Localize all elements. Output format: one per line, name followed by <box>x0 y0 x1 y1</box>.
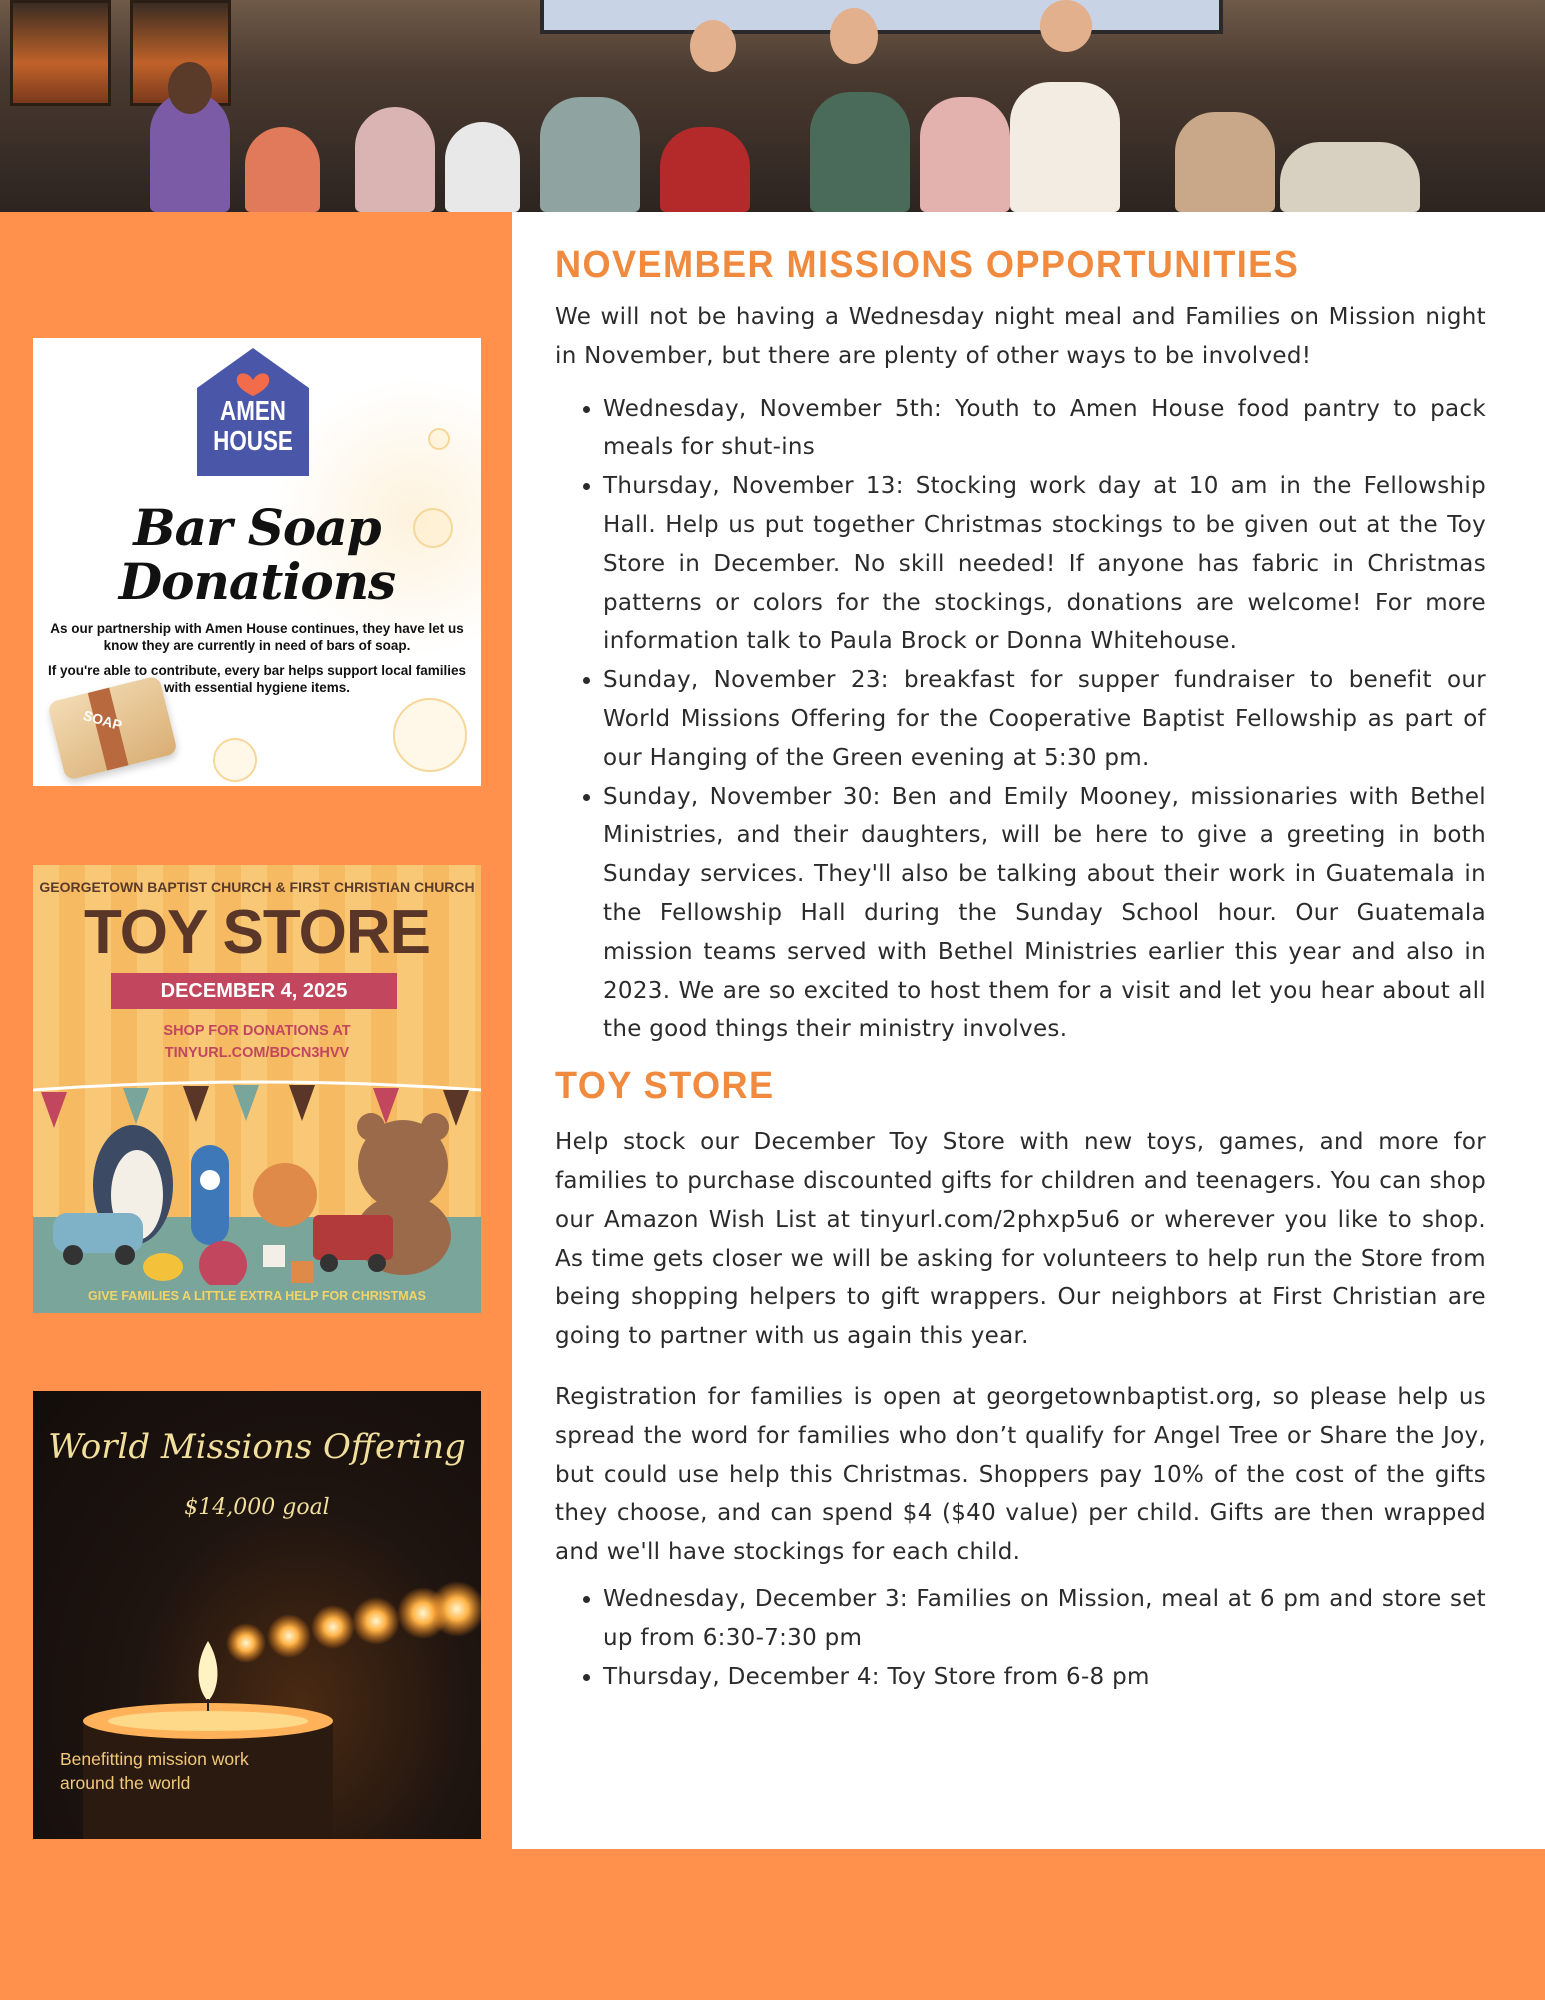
bubble <box>213 738 257 782</box>
projector-screen <box>540 0 1223 34</box>
choir-child <box>920 97 1010 212</box>
list-item: • Thursday, December 4: Toy Store from 6-8 pm <box>603 1658 1486 1697</box>
bubble <box>428 428 450 450</box>
flyer-shop-url: TINYURL.COM/BDCN3HVV <box>164 1045 350 1061</box>
choir-child <box>810 92 910 212</box>
rubber-duck-icon <box>143 1253 183 1281</box>
choir-child <box>245 127 320 212</box>
choir-child <box>1280 142 1420 212</box>
choir-child-head <box>690 20 736 72</box>
rocket-icon <box>191 1145 229 1245</box>
world-missions-offering-flyer <box>33 1391 481 1839</box>
flyer-body: As our partnership with Amen House continues, they have let us know they are currently in need of bars of soap. <box>50 621 464 653</box>
list-item: • Wednesday, December 3: Families on Mission, meal at 6 pm and store set up from 6:30-7:30 pm <box>603 1580 1486 1658</box>
choir-child <box>660 127 750 212</box>
toy-store-list <box>555 1580 1486 1696</box>
flyer-caption: around the world <box>60 1773 191 1793</box>
list-item: • Sunday, November 30: Ben and Emily Mooney, missionaries with Bethel Ministries, and their daughters, will be here to give a greeting in both Sunday services. They'll also be talking about their work in Guatemala in the Fellowship Hall during the Sunday School hour. Our Guatemala mission teams served with Bethel Ministries earlier this year and also in 2023. We are so excited to host them for a visit and let you hear about all the good things their ministry involves. <box>603 778 1486 1050</box>
logo-line: HOUSE <box>213 425 293 456</box>
toy-store-heading: TOY STORE <box>555 1065 775 1108</box>
flyer-title: TOY STORE <box>84 898 430 967</box>
basketball-icon <box>253 1163 317 1227</box>
choir-adult-guitarist <box>1175 112 1275 212</box>
soap-label: SOAP <box>81 706 124 734</box>
choir-child <box>355 107 435 212</box>
choir-child <box>1010 82 1120 212</box>
article-content <box>555 240 1486 1696</box>
list-item: • Wednesday, November 5th: Youth to Amen House food pantry to pack meals for shut-ins <box>603 390 1486 468</box>
ball-icon <box>199 1241 247 1285</box>
flyer-goal: $14,000 goal <box>184 1495 330 1520</box>
bubble <box>393 698 467 772</box>
flyer-title: World Missions Offering <box>48 1427 466 1467</box>
toy-store-paragraph: Help stock our December Toy Store with new toys, games, and more for families to purchase discounted gifts for children and teenagers. You can shop our Amazon Wish List at tinyurl.com/2phxp5u6 or wherever you like to shop. As time gets closer we will be asking for volunteers to help run the Store from being shopping helpers to gift wrappers. Our neighbors at First Christian are going to partner with us again this year. <box>555 1129 1486 1350</box>
flyer-shop-text: SHOP FOR DONATIONS AT <box>163 1023 351 1039</box>
missions-list <box>555 390 1486 1050</box>
choir-child-head <box>168 62 212 114</box>
flyer-body: If you're able to contribute, every bar helps support local families with essential hygiene items. <box>47 663 467 695</box>
stained-glass-window <box>10 0 111 106</box>
toy-store-registration-paragraph: Registration for families is open at georgetownbaptist.org, so please help us spread the word for families who don’t qualify for Angel Tree or Share the Joy, but could use help this Christmas. Shoppers pay 10% of the cost of the gifts they choose, and can spend $4 ($40 value) per child. Gifts are then wrapped and we'll have stockings for each child. <box>555 1383 1486 1566</box>
block-icon <box>291 1261 313 1283</box>
flyer-date-banner: DECEMBER 4, 2025 <box>111 973 397 1009</box>
list-item: • Sunday, November 23: breakfast for supper fundraiser to benefit our World Missions Offering for the Cooperative Baptist Fellowship as part of our Hanging of the Green evening at 5:30 pm. <box>603 661 1486 777</box>
flyer-footer: GIVE FAMILIES A LITTLE EXTRA HELP FOR CHRISTMAS <box>88 1289 426 1303</box>
toys-illustration <box>33 1085 481 1285</box>
toy-store-flyer <box>33 865 481 1313</box>
hero-photo <box>0 0 1545 212</box>
candles-illustration <box>33 1561 481 1839</box>
flyer-caption: Benefitting mission work <box>60 1749 249 1769</box>
flyer-title: Bar Soap <box>133 498 381 557</box>
flyer-subtitle: GEORGETOWN BAPTIST CHURCH & FIRST CHRISTIAN CHURCH <box>39 879 475 895</box>
list-item: • Thursday, November 13: Stocking work day at 10 am in the Fellowship Hall. Help us put together Christmas stockings to be given out at the Toy Store in December. No skill needed! If anyone has fabric in Christmas patterns or colors for the stockings, donations are welcome! For more information talk to Paula Brock or Donna Whitehouse. <box>603 467 1486 661</box>
missions-intro: We will not be having a Wednesday night meal and Families on Mission night in November, but there are plenty of other ways to be involved! <box>555 304 1486 369</box>
choir-child-head <box>830 8 878 64</box>
flyer-title: Donations <box>118 552 396 611</box>
choir-child <box>540 97 640 212</box>
bar-soap-donations-flyer <box>33 338 481 786</box>
choir-child-head <box>1040 0 1092 52</box>
missions-heading: NOVEMBER MISSIONS OPPORTUNITIES <box>555 244 1300 286</box>
candle-flame-icon <box>199 1641 218 1701</box>
block-icon <box>263 1245 285 1267</box>
toy-truck-icon <box>313 1215 393 1260</box>
choir-child <box>445 122 520 212</box>
amen-house-logo-text <box>208 396 298 456</box>
logo-line: AMEN <box>220 395 286 426</box>
